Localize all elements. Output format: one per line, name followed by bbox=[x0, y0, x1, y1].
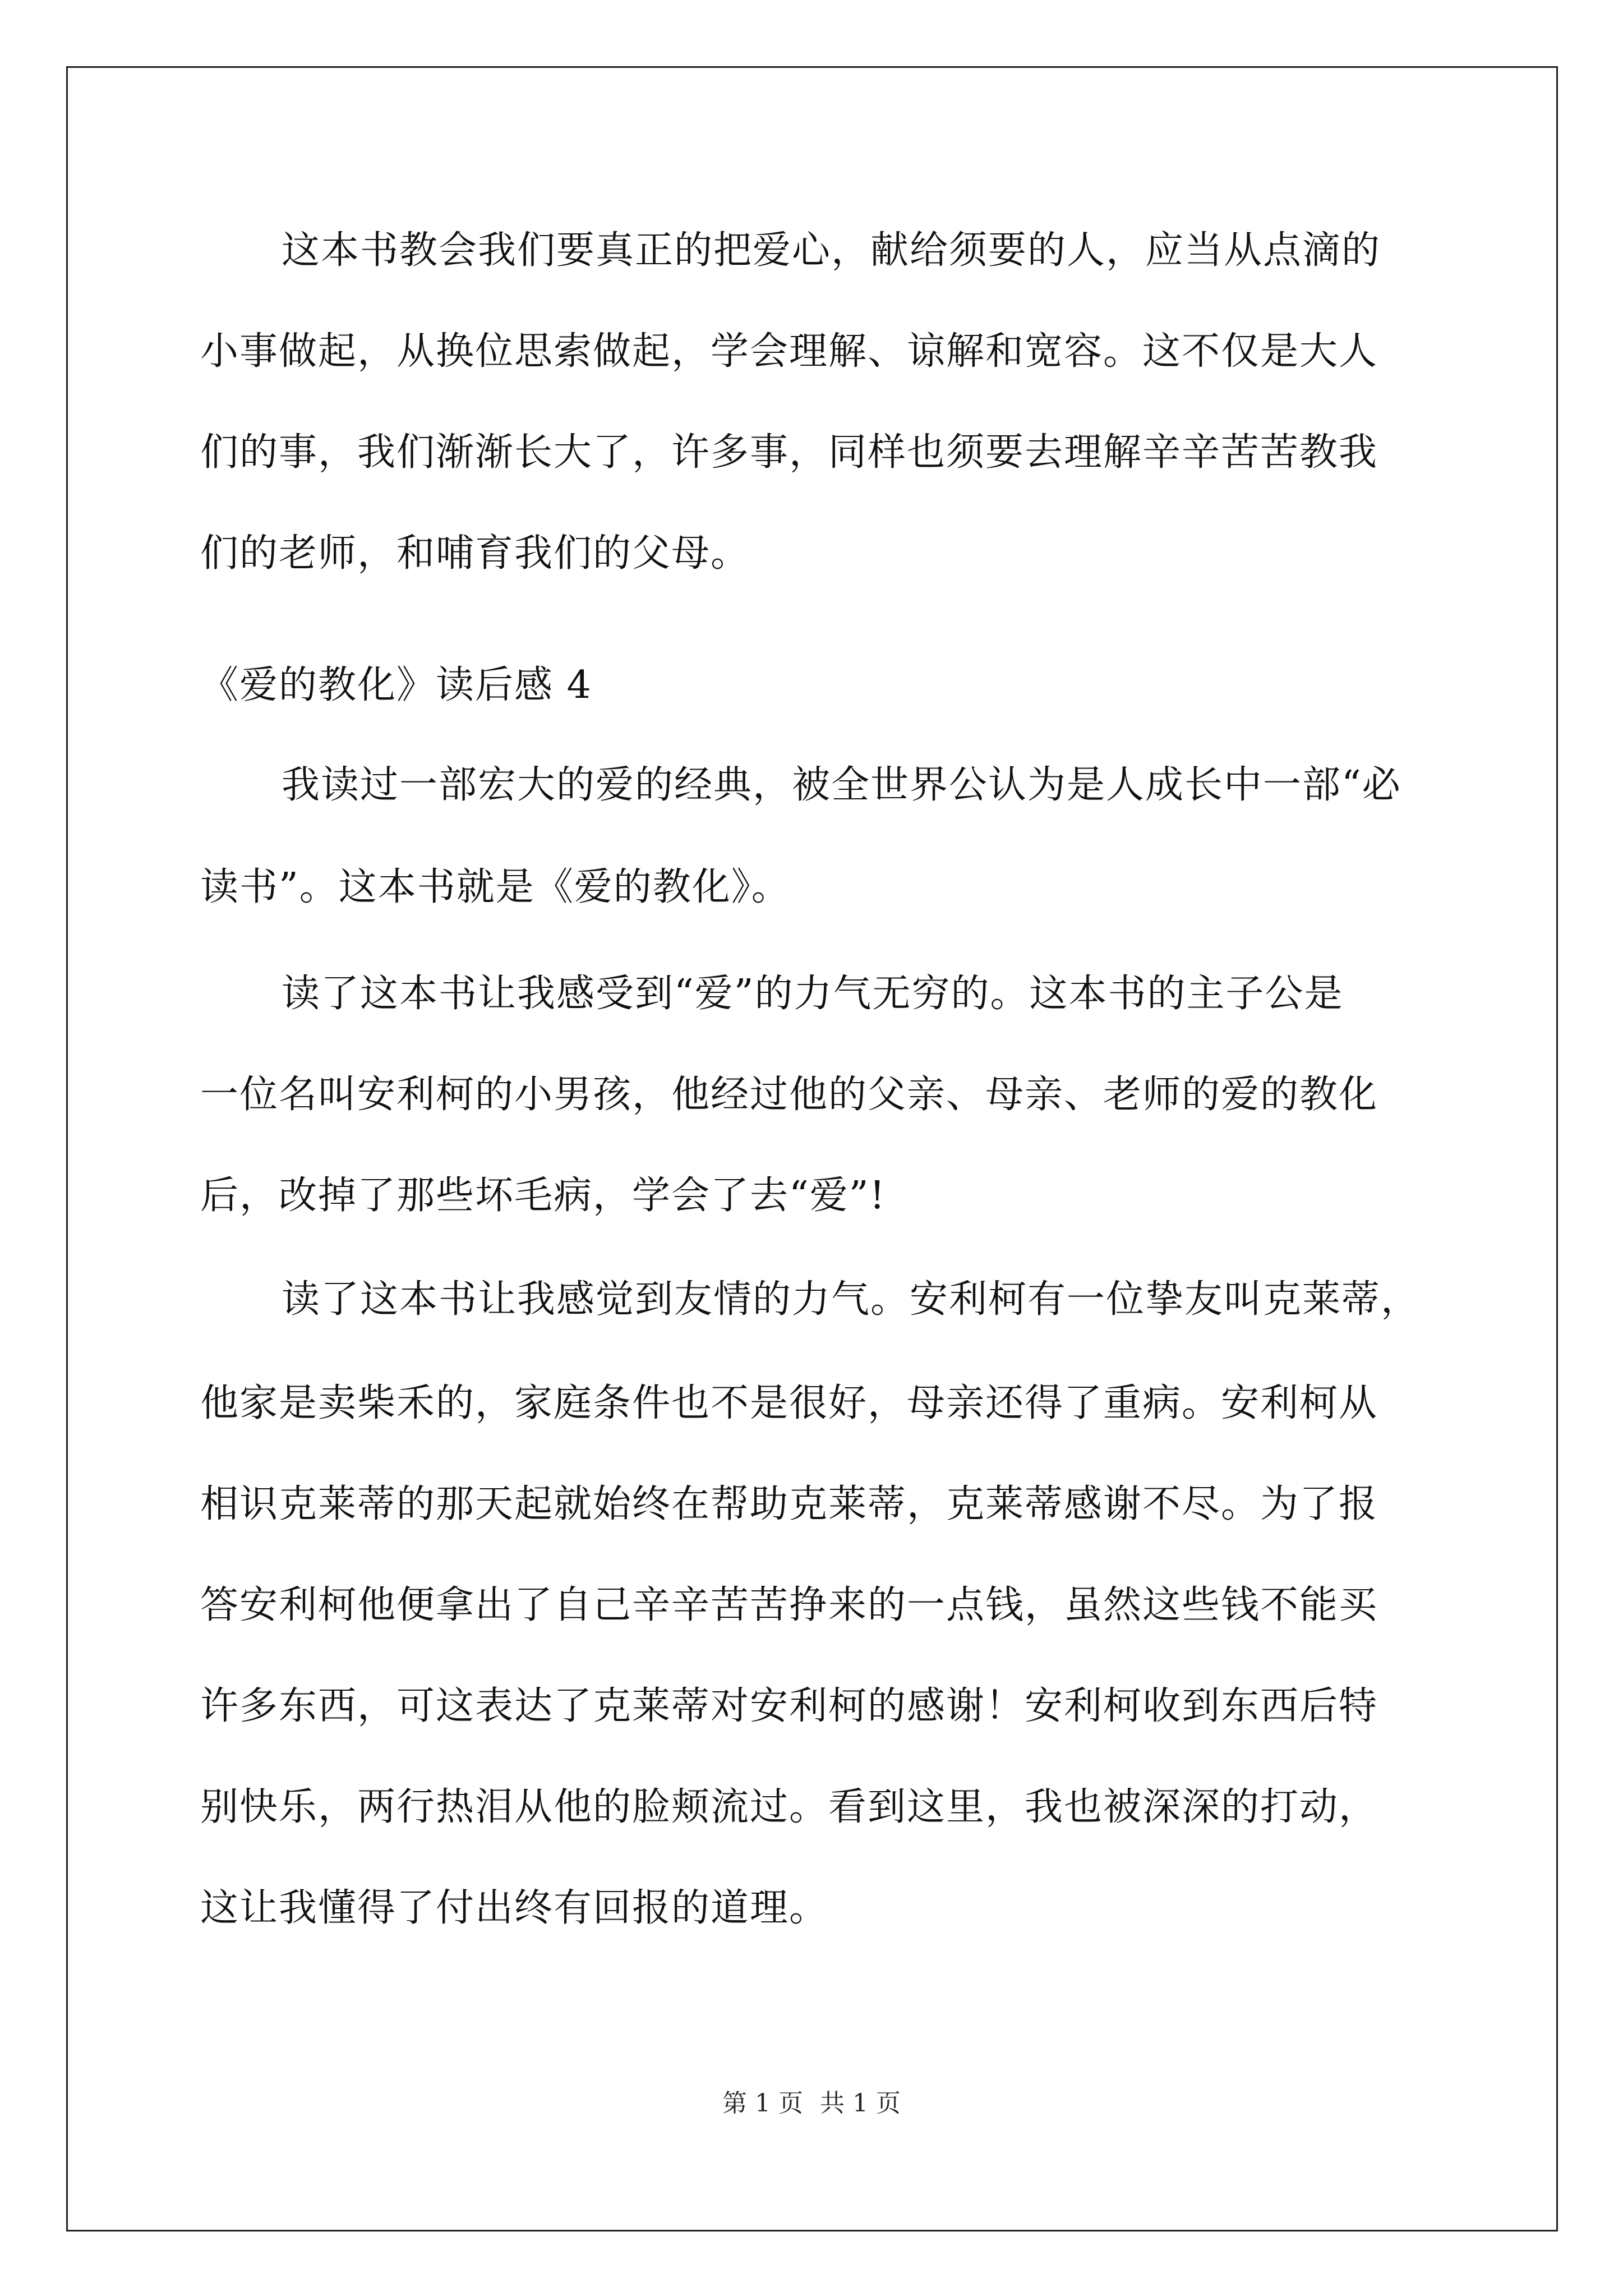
paragraph-line: 他家是卖柴禾的，家庭条件也不是很好，母亲还得了重病。安利柯从 bbox=[200, 1381, 1378, 1425]
section-heading: 《爱的教化》读后感 4 bbox=[200, 663, 592, 707]
paragraph-line: 一位名叫安利柯的小男孩，他经过他的父亲、母亲、老师的爱的教化 bbox=[200, 1073, 1378, 1117]
paragraph-line: 后，改掉了那些坏毛病，学会了去“爱”! bbox=[200, 1174, 886, 1218]
paragraph-line: 们的老师，和哺育我们的父母。 bbox=[200, 531, 750, 576]
page-total: 共 1 页 bbox=[820, 2089, 901, 2118]
paragraph-line: 们的事，我们渐渐长大了，许多事，同样也须要去理解辛辛苦苦教我 bbox=[200, 430, 1378, 475]
paragraph-line: 别快乐，两行热泪从他的脸颊流过。看到这里，我也被深深的打动， bbox=[200, 1785, 1378, 1829]
paragraph-line: 相识克莱蒂的那天起就始终在帮助克莱蒂，克莱蒂感谢不尽。为了报 bbox=[200, 1482, 1378, 1526]
paragraph-line: 我读过一部宏大的爱的经典，被全世界公认为是人成长中一部“必 bbox=[282, 763, 1401, 807]
page-footer bbox=[0, 2087, 1623, 2120]
page-number: 第 1 页 bbox=[722, 2089, 803, 2118]
paragraph-line: 读了这本书让我感觉到友情的力气。安利柯有一位挚友叫克莱蒂， bbox=[282, 1277, 1421, 1322]
paragraph-line: 读了这本书让我感受到“爱”的力气无穷的。这本书的主子公是 bbox=[282, 972, 1344, 1016]
paragraph-line: 小事做起，从换位思索做起，学会理解、谅解和宽容。这不仅是大人 bbox=[200, 329, 1378, 374]
paragraph-line: 答安利柯他便拿出了自己辛辛苦苦挣来的一点钱，虽然这些钱不能买 bbox=[200, 1583, 1378, 1627]
paragraph-line: 读书”。这本书就是《爱的教化》。 bbox=[200, 865, 791, 909]
paragraph-line: 许多东西，可这表达了克莱蒂对安利柯的感谢！安利柯收到东西后特 bbox=[200, 1684, 1378, 1728]
paragraph-line: 这本书教会我们要真正的把爱心，献给须要的人，应当从点滴的 bbox=[282, 228, 1381, 273]
paragraph-line: 这让我懂得了付出终有回报的道理。 bbox=[200, 1886, 829, 1930]
